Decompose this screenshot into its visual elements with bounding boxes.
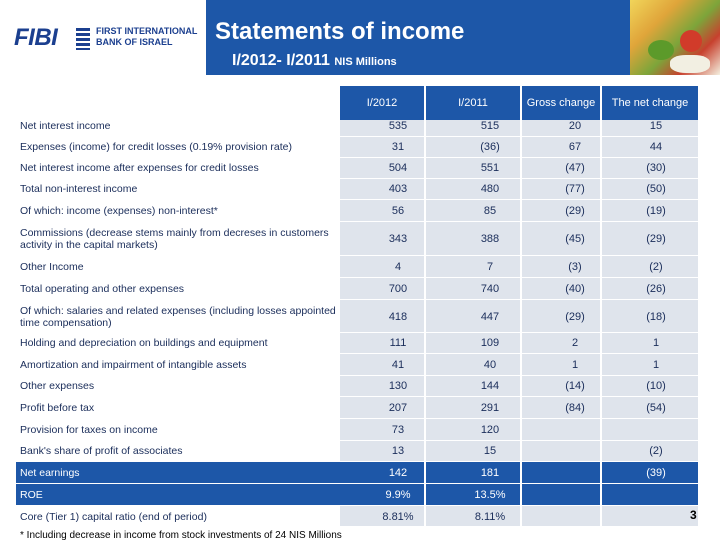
row-label: Expenses (income) for credit losses (0.19% provision rate) [20, 140, 292, 153]
table-row [16, 222, 698, 256]
column-divider [600, 86, 602, 526]
table-row [16, 506, 698, 528]
table-cell: 44 [649, 140, 663, 153]
table-cell: (2) [649, 444, 663, 457]
table-cell: (54) [646, 401, 666, 414]
table-cell: 73 [391, 423, 405, 436]
table-row [16, 397, 698, 419]
table-cell: 740 [480, 282, 500, 295]
table-cell: 56 [391, 204, 405, 217]
table-cell: (19) [646, 204, 666, 217]
row-label: Of which: income (expenses) non-interest* [20, 204, 218, 217]
table-cell: (29) [646, 232, 666, 245]
table-cell: 480 [480, 182, 500, 195]
table-row [16, 302, 698, 333]
logo-word: FIBI [14, 24, 58, 51]
table-cell [545, 506, 605, 527]
table-cell: (36) [480, 140, 500, 153]
table-cell: 13.5% [474, 488, 506, 501]
table-cell: 504 [388, 161, 408, 174]
logo-line-1: FIRST INTERNATIONAL [96, 26, 198, 36]
table-cell: 85 [483, 204, 497, 217]
table-cell: (29) [565, 204, 585, 217]
table-cell: 8.11% [474, 510, 506, 523]
table-row [16, 354, 698, 376]
table-cell: 418 [388, 311, 408, 323]
table-cell: 388 [480, 232, 500, 245]
table-row [16, 115, 698, 137]
row-label: Commissions (decrease stems mainly from decreses in customers activity in the capital markets) [20, 226, 329, 251]
row-label: Net earnings [20, 466, 80, 479]
column-header-gross-change: Gross change [522, 86, 600, 120]
table-cell: 15 [483, 444, 497, 457]
row-label: Profit before tax [20, 401, 95, 414]
footnote: * Including decrease in income from stock investments of 24 NIS Millions [20, 530, 342, 541]
table-cell: (26) [646, 282, 666, 295]
table-cell: 67 [568, 140, 582, 153]
table-cell: 181 [480, 466, 500, 479]
table-row [16, 375, 698, 397]
table-cell: 403 [388, 182, 408, 195]
table-cell [545, 484, 605, 505]
table-cell: 40 [483, 358, 497, 371]
table-cell: 700 [388, 282, 408, 295]
table-cell: 130 [388, 379, 408, 392]
period-label: I/2012- I/2011 [232, 52, 330, 69]
table-cell: (18) [646, 311, 666, 323]
row-label: Total non-interest income [20, 182, 138, 195]
table-cell [545, 419, 605, 440]
page-title: Statements of income [215, 18, 465, 45]
row-label: Holding and depreciation on buildings and equipment [20, 336, 268, 349]
table-cell: (45) [565, 232, 585, 245]
logo-line-2: BANK OF ISRAEL [96, 37, 173, 47]
row-label: Provision for taxes on income [20, 423, 158, 436]
table-cell: (40) [565, 282, 585, 295]
table-cell: 1 [571, 358, 579, 371]
table-row [16, 278, 698, 300]
table-cell [545, 462, 605, 483]
row-label: Net interest income [20, 119, 111, 132]
logo-bank-name [96, 26, 197, 48]
table-cell: 515 [480, 119, 500, 132]
table-row [16, 462, 698, 484]
table-cell: 9.9% [385, 488, 411, 501]
table-cell: (2) [649, 260, 663, 273]
column-header-2011: I/2011 [426, 86, 520, 120]
fibi-logo [10, 22, 200, 56]
slide-header [0, 0, 720, 75]
table-cell: 535 [388, 119, 408, 132]
table-row [16, 484, 698, 506]
table-cell: 120 [480, 423, 500, 436]
row-label: Total operating and other expenses [20, 282, 185, 295]
table-cell: 13 [391, 444, 405, 457]
table-cell [545, 440, 605, 461]
table-cell: (50) [646, 182, 666, 195]
column-header-net-change: The net change [602, 86, 698, 120]
table-cell: 142 [388, 466, 408, 479]
table-row [16, 136, 698, 158]
column-divider [520, 86, 522, 526]
table-cell: 1 [652, 336, 660, 349]
table-cell: 144 [480, 379, 500, 392]
table-cell: (30) [646, 161, 666, 174]
table-row [16, 419, 698, 441]
table-cell [626, 484, 686, 505]
column-header-2012: I/2012 [340, 86, 424, 120]
table-cell [626, 419, 686, 440]
table-cell: 447 [480, 311, 500, 323]
table-row [16, 200, 698, 222]
table-cell: (29) [565, 311, 585, 323]
unit-label: NIS Millions [334, 56, 397, 68]
table-cell: 551 [480, 161, 500, 174]
table-cell: 15 [649, 119, 663, 132]
table-cell: (10) [646, 379, 666, 392]
row-label: Of which: salaries and related expenses (including losses appointed time compensation) [20, 305, 336, 329]
table-cell: 31 [391, 140, 405, 153]
table-cell: 111 [389, 336, 407, 349]
page-number: 3 [690, 508, 697, 522]
table-row [16, 440, 698, 462]
row-label: ROE [20, 488, 43, 501]
row-label: Core (Tier 1) capital ratio (end of period) [20, 510, 207, 523]
table-cell: 7 [486, 260, 494, 273]
table-cell: 207 [388, 401, 408, 414]
table-cell: (14) [565, 379, 585, 392]
table-cell: 20 [568, 119, 582, 132]
table-cell: 291 [480, 401, 500, 414]
row-label: Amortization and impairment of intangible assets [20, 358, 247, 371]
row-label: Other Income [20, 260, 84, 273]
row-label: Bank's share of profit of associates [20, 444, 183, 457]
table-cell: 343 [388, 232, 408, 245]
table-cell: (39) [646, 466, 666, 479]
table-row [16, 178, 698, 200]
table-cell: 1 [652, 358, 660, 371]
table-row [16, 256, 698, 278]
table-cell: 109 [480, 336, 500, 349]
table-cell [626, 506, 686, 527]
table-cell: (3) [568, 260, 582, 273]
table-cell: 4 [394, 260, 402, 273]
table-row [16, 332, 698, 354]
table-cell: 2 [571, 336, 579, 349]
row-label: Other expenses [20, 379, 95, 392]
header-photo [630, 0, 720, 75]
table-cell: 41 [391, 358, 405, 371]
table-row [16, 157, 698, 179]
logo-stripes-icon [76, 28, 90, 50]
table-cell: (84) [565, 401, 585, 414]
page-subtitle [232, 52, 397, 70]
column-divider [424, 86, 426, 526]
table-cell: (47) [565, 161, 585, 174]
table-cell: (77) [565, 182, 585, 195]
row-label: Net interest income after expenses for credit losses [20, 161, 259, 174]
table-cell: 8.81% [382, 510, 414, 523]
